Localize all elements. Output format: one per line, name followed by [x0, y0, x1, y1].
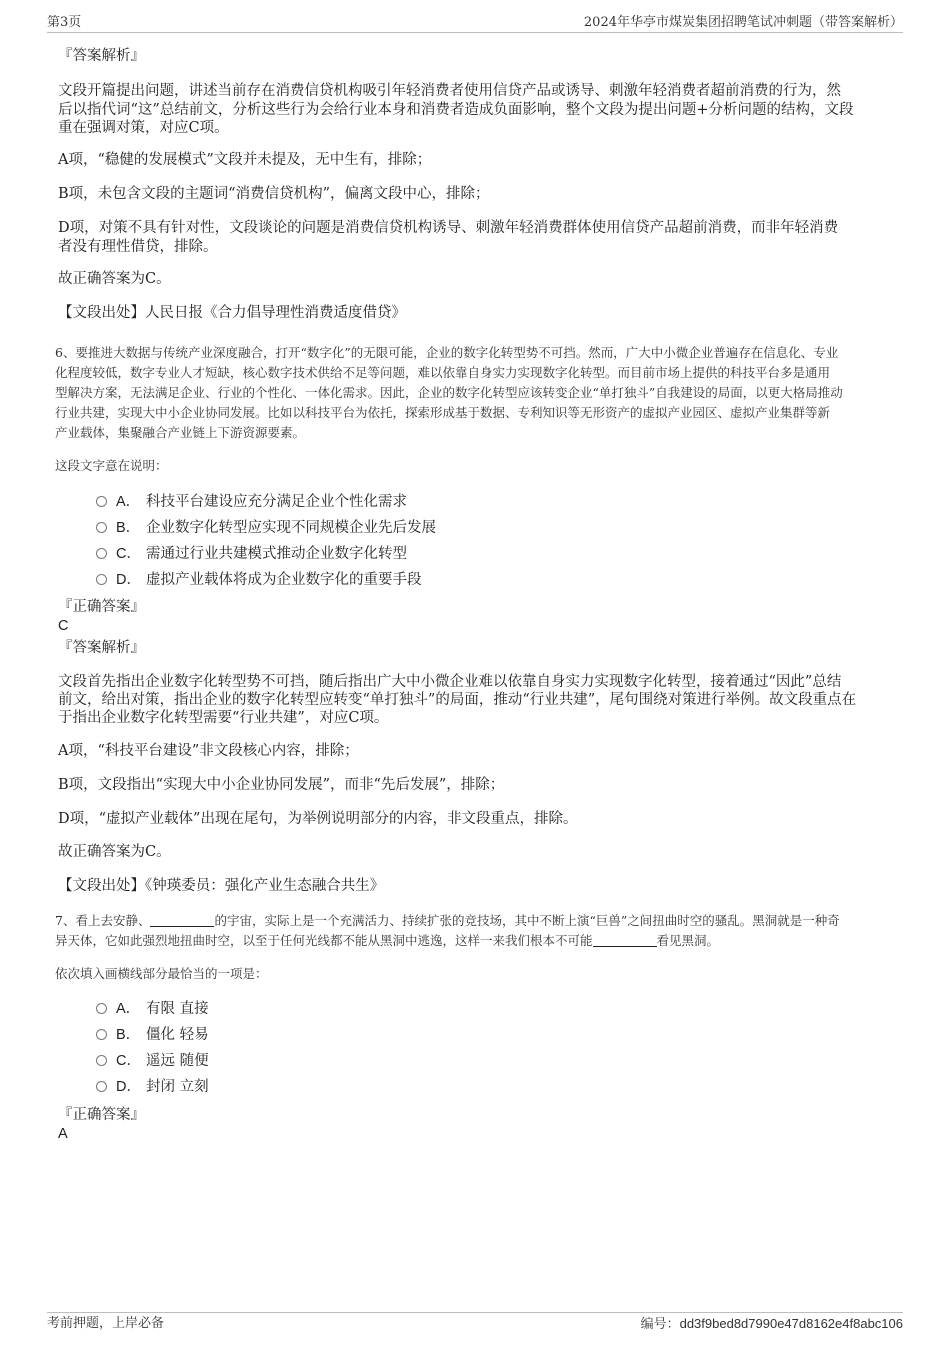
radio-button[interactable]: [96, 574, 107, 585]
q6-conclusion: 故正确答案为C。: [58, 844, 171, 860]
q6-analysis-line: 文段首先指出企业数字化转型势不可挡，随后指出广大中小微企业难以依靠自身实力实现数字化转型，接着通过“因此”总结: [58, 674, 842, 690]
q5-analysis-heading: 『答案解析』: [58, 48, 145, 64]
q6-analysis-option-d: D项，“虚拟产业载体”出现在尾句，为举例说明部分的内容，非文段重点，排除。: [58, 811, 578, 827]
q6-stem-line: 化程度较低，数字专业人才短缺，核心数字技术供给不足等问题，难以依靠自身实力实现数字化转型。而目前市场上提供的科技平台多是通用: [55, 365, 831, 380]
radio-button[interactable]: [96, 1081, 107, 1092]
document-title: 2024年华亭市煤炭集团招聘笔试冲刺题（带答案解析）: [583, 15, 903, 30]
q5-source: 【文段出处】人民日报《合力倡导理性消费适度借贷》: [58, 305, 406, 321]
document-code: 编号：dd3f9bed8d7990e47d8162e4f8abc106: [640, 1316, 903, 1332]
q7-answer-heading: 『正确答案』: [58, 1107, 145, 1123]
q6-answer-heading: 『正确答案』: [58, 599, 145, 615]
radio-button[interactable]: [96, 1029, 107, 1040]
q5-analysis-option-d: 者没有理性借贷，排除。: [58, 239, 218, 255]
q6-analysis-option-b: B项，文段指出“实现大中小企业协同发展”，而非“先后发展”，排除；: [58, 777, 505, 793]
q7-answer: A: [58, 1126, 68, 1142]
radio-button[interactable]: [96, 548, 107, 559]
radio-button[interactable]: [96, 496, 107, 507]
footer-slogan: 考前押题，上岸必备: [47, 1316, 165, 1331]
q6-analysis-line: 于指出企业数字化转型需要“行业共建”，对应C项。: [58, 710, 389, 726]
q5-analysis-option-a: A项，“稳健的发展模式”文段并未提及，无中生有，排除；: [58, 152, 432, 168]
q6-stem-line: 产业载体，集聚融合产业链上下游资源要素。: [55, 425, 306, 440]
q6-stem-line: 行业共建，实现大中小企业协同发展。比如以科技平台为依托，探索形成基于数据、专利知识等无形资产的虚拟产业园区、虚拟产业集群等新: [55, 405, 831, 420]
q7-option-c[interactable]: C． 遥远 随便: [96, 1051, 796, 1071]
radio-button[interactable]: [96, 1003, 107, 1014]
q6-stem-line: 6、要推进大数据与传统产业深度融合，打开“数字化”的无限可能，企业的数字化转型势不可挡。然而，广大中小微企业普遍存在信息化、专业: [55, 345, 839, 360]
radio-button[interactable]: [96, 1055, 107, 1066]
q6-option-a[interactable]: A． 科技平台建设应充分满足企业个性化需求: [96, 492, 796, 512]
q7-option-a[interactable]: A． 有限 直接: [96, 999, 796, 1019]
q6-option-d[interactable]: D． 虚拟产业载体将成为企业数字化的重要手段: [96, 570, 796, 590]
q6-option-b[interactable]: B． 企业数字化转型应实现不同规模企业先后发展: [96, 518, 796, 538]
q5-analysis-line: 文段开篇提出问题，讲述当前存在消费信贷机构吸引年轻消费者使用信贷产品或诱导、刺激年轻消费者超前消费的行为，然: [58, 83, 841, 99]
q6-analysis-line: 前文，给出对策，指出企业的数字化转型应转变“单打独斗”的局面，推动“行业共建”，尾句围绕对策进行举例。故文段重点在: [58, 692, 857, 708]
page-footer: [47, 1312, 903, 1333]
q6-analysis-heading: 『答案解析』: [58, 640, 145, 656]
radio-button[interactable]: [96, 522, 107, 533]
q7-option-b[interactable]: B． 僵化 轻易: [96, 1025, 796, 1045]
q5-analysis-option-b: B项，未包含文段的主题词“消费信贷机构”，偏离文段中心，排除；: [58, 186, 490, 202]
fill-blank: [593, 934, 657, 947]
q6-option-c[interactable]: C． 需通过行业共建模式推动企业数字化转型: [96, 544, 796, 564]
q7-option-d[interactable]: D． 封闭 立刻: [96, 1077, 796, 1097]
q5-analysis-line: 重在强调对策，对应C项。: [58, 120, 229, 136]
page-number: 第3页: [47, 15, 82, 30]
q7-stem-line: 异天体，它如此强烈地扭曲时空，以至于任何光线都不能从黑洞中逃逸，这样一来我们根本不可能 看见黑洞。: [55, 933, 720, 948]
q6-analysis-option-a: A项，“科技平台建设”非文段核心内容，排除；: [58, 743, 359, 759]
q6-source: 【文段出处】《钟瑛委员：强化产业生态融合共生》: [58, 878, 385, 894]
q6-prompt: 这段文字意在说明：: [55, 458, 168, 473]
q5-analysis-line: 后以指代词“这”总结前文，分析这些行为会给行业本身和消费者造成负面影响，整个文段为提出问题+分析问题的结构，文段: [58, 102, 854, 118]
q6-stem-line: 型解决方案，无法满足企业、行业的个性化、一体化需求。因此，企业的数字化转型应该转变企业“单打独斗”自我建设的局面，以更大格局推动: [55, 385, 843, 400]
q5-analysis-option-d: D项，对策不具有针对性，文段谈论的问题是消费信贷机构诱导、刺激年轻消费群体使用信贷产品超前消费，而非年轻消费: [58, 220, 839, 236]
q6-answer: C: [58, 618, 69, 634]
fill-blank: [150, 914, 214, 927]
q5-conclusion: 故正确答案为C。: [58, 271, 171, 287]
q7-prompt: 依次填入画横线部分最恰当的一项是：: [55, 966, 268, 981]
page-header: [47, 14, 903, 33]
q7-stem-line: 7、看上去安静、 的宇宙，实际上是一个充满活力、持续扩张的竞技场，其中不断上演“巨兽”之间扭曲时空的骚乱。黑洞就是一种奇: [55, 913, 840, 928]
